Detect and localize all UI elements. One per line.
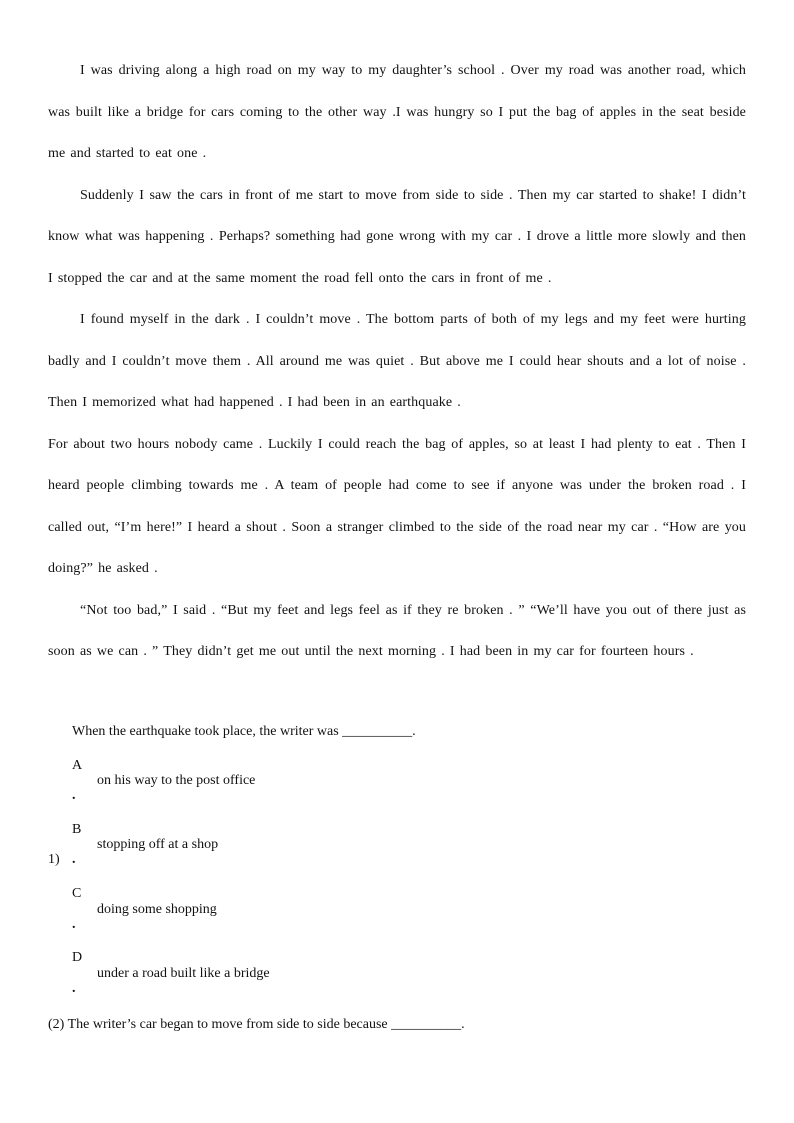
option-d-text: under a road built like a bridge [97,966,270,981]
option-a-letter: A [72,758,83,773]
option-d-letter: D [72,950,83,965]
passage-paragraph-3: I found myself in the dark . I couldn’t move . The bottom parts of both of my legs and my feet were hurting badly and I couldn’t move them . All around me was quiet . But above me I could hear shouts and a lot of noise . Then I memorized what had happened . I had been in an earthquake . [48,312,746,410]
passage-paragraph-5: “Not too bad,” I said . “But my feet and legs feel as if they re broken . ” “We’ll have you out of there just as soon as we can . ” They didn’t get me out until the next morning . I had been in my car for fourteen hours . [48,602,746,659]
option-a-text: on his way to the post office [97,773,256,788]
passage [48,50,746,673]
option-b-letter: B [72,822,82,837]
passage-paragraph-1: I was driving along a high road on my way to my daughter’s school . Over my road was another road, which was built like a bridge for cars coming to the other way .I was hungry so I put the bag of apples in the seat beside me and started to eat one . [48,63,746,161]
option-d-dot: . [72,981,76,996]
option-b-dot: . [72,852,76,867]
passage-paragraph-2: Suddenly I saw the cars in front of me start to move from side to side . Then my car started to shake! I didn’t know what was happening . Perhaps? something had gone wrong with my car . I drove a little more slowly and then I stopped the car and at the same moment the road fell onto the cars in front of me . [48,187,746,286]
option-c-dot: . [72,917,76,932]
question-1-stem: When the earthquake took place, the writer was __________. [72,724,416,739]
passage-paragraph-4: For about two hours nobody came . Luckily I could reach the bag of apples, so at least I had plenty to eat . Then I heard people climbing towards me . A team of people had come to see if anyone was under the broken road . I called out, “I’m here!” I heard a shout . Soon a stranger climbed to the side of the road near my car . “How are you doing?” he asked . [48,436,746,576]
option-b-text: stopping off at a shop [97,837,219,852]
question-2-stem: (2) The writer’s car began to move from side to side because __________. [48,1017,465,1032]
option-a-dot: . [72,788,76,803]
question-1-number: 1) [48,852,60,867]
option-c-text: doing some shopping [97,902,217,917]
option-c-letter: C [72,886,82,901]
